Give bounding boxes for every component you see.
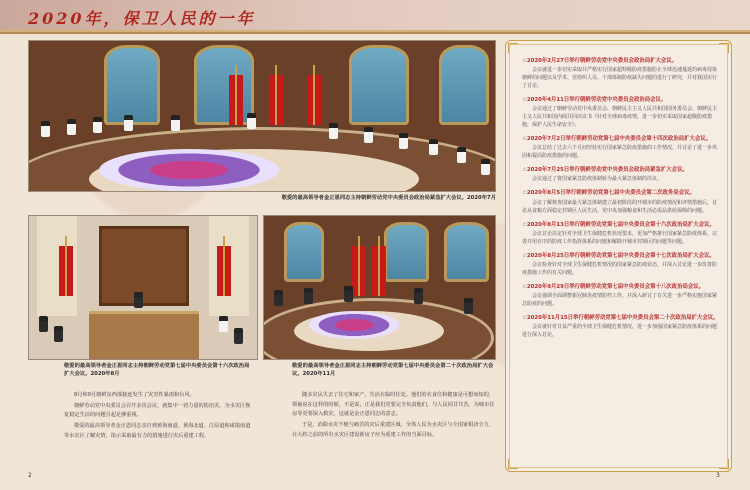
photo-meeting-august — [28, 215, 258, 360]
banner-divider — [0, 30, 750, 32]
event-item — [522, 96, 720, 129]
corner-ornament — [719, 43, 729, 53]
banner-title: 2020年，保卫人民的一年 — [28, 9, 256, 28]
caption-photo-bottom-right: 敬爱的最高领导者金正恩同志主持朝鲜劳动党第七届中央委员会第二十次政治局扩大会议。2020年11月 — [292, 363, 494, 377]
event-item — [522, 189, 720, 214]
event-body: 会议通过了朝鲜劳动党中央委员会、朝鲜民主主义人民共和国国务委员会、朝鲜民主主义人民共和国内阁共同决议书《针对全球病毒疫情，进一步切实采取国家超级防疫措施，保护人民生命安全》。 — [522, 106, 718, 129]
caption-photo-top: 敬爱的最高领导者金正恩同志主持朝鲜劳动党中央委员会政治局紧急扩大会议。2020年7月 — [281, 195, 496, 201]
body-text-right — [292, 391, 496, 441]
event-body: 会议检查针对全球卫生保健危机情况的国家紧急防疫状态，并深入讨论进一步改善防疫措施工作的有关问题。 — [522, 261, 718, 276]
page-number-left: 2 — [28, 472, 32, 479]
event-body: 会议总结了过去六个月间坚持实行国家紧急防疫措施的工作情况，并讨论了进一步巩固和提高防疫措施的问题。 — [522, 145, 718, 160]
paragraph: 于是，消除水灾不便与痛苦的灾后重建区域，全体人民为水灾区与全国家相济全力，在大约之前的所有水灾区建设新房子应为重建工作的当面目标。 — [292, 421, 494, 438]
event-title: ☆2020年4月11日举行朝鲜劳动党中央委员会政治局会议。 — [522, 97, 667, 104]
event-body: 会议就针对日益严重的全球卫生保健危机情况，进一步加强国家紧急防疫体系的问题进行深入讨论。 — [522, 323, 718, 338]
event-title: ☆2020年9月29日举行朝鲜劳动党第七届中央委员会第十八次政治局会议。 — [522, 283, 705, 290]
event-body: 会议就进一步切实采取并严格实行国家超特级防疫措施防止全球迅速蔓延的病毒侵染朝鲜的问题以及学术、党组织人员、干部体制防疫缺失问题的进行了研究，并对我国实行了讨论。 — [522, 67, 718, 90]
caption-photo-bottom-left: 敬爱的最高领导者金正恩同志主持朝鲜劳动党第七届中央委员会第十六次政治局扩大会议。2020年8月 — [64, 363, 250, 377]
event-title: ☆2020年11月15日举行朝鲜劳动党第七届中央委员会第二十次政治局扩大会议。 — [522, 314, 719, 321]
event-title: ☆2020年2月27日举行朝鲜劳动党中央委员会政治局扩大会议。 — [522, 58, 678, 64]
header-banner — [0, 0, 750, 34]
paragraph: 随多灾民失去了住宅和家产，生活在临时住处。他们的衣食住和健康是可想而知的，领袖说在这样的时候，不是说，正是我们党要完全负责他们，与人民同甘共苦。为城市住房等更要深入救灾，这就是金正恩同志的意志。 — [292, 392, 495, 418]
corner-ornament — [508, 459, 518, 469]
event-body: 会议了解核查国家最大紧急体制建立最初阶段的开城市的防疫情况和评情措施后，讨论从食粮方面稳定封锁区人民生活，党中央加强粮食和生活必需品供给保障的问题。 — [522, 199, 718, 214]
event-list — [522, 57, 720, 345]
event-body: 会议讨论决定针对全球卫生保健危机状况要求，更加严格推行国家紧急防疫体系，完善并用有序的防疫工作指挥体系的问题和解除开城市封锁区的问题等问题。 — [522, 230, 718, 245]
event-title: ☆2020年8月13日举行朝鲜劳动党第七届中央委员会第十六次政治局扩大会议。 — [522, 221, 715, 228]
photo-meeting-july — [28, 40, 496, 192]
event-item — [522, 135, 720, 160]
event-title: ☆2020年8月25日举行朝鲜劳动党第七届中央委员会第十七次政治局扩大会议。 — [522, 252, 715, 259]
body-text-left — [64, 391, 254, 442]
meeting-timeline-panel — [505, 40, 732, 472]
corner-ornament — [508, 43, 518, 53]
event-item — [522, 166, 720, 183]
event-item — [522, 283, 720, 308]
event-item — [522, 57, 720, 90]
event-title: ☆2020年7月2日举行朝鲜劳动党第七届中央委员会第十四次政治局扩大会议。 — [522, 136, 712, 143]
photo-meeting-november — [263, 215, 496, 360]
event-item — [522, 221, 720, 246]
event-body: 会议强调全面调整新冠肺炎疫情防控工作，并深入研讨了有关进一步严格实施国家紧急防疫的问题。 — [522, 292, 718, 307]
paragraph: 朝鲜劳动党中央委员会召开多次会议，就集中一切力量的防治灾，为水灾区恢复稳定生活的问题引起足够重视。 — [64, 402, 251, 419]
event-item — [522, 314, 720, 339]
event-title: ☆2020年7月25日举行朝鲜劳动党中央委员会政治局紧急扩大会议。 — [522, 167, 688, 174]
paragraph: 8月和9月朝鲜东西部接连发生了灾害性暴雨和台风。 — [74, 392, 195, 398]
page-number-right: 3 — [716, 472, 720, 479]
event-body: 会议通过了将国家紧急防疫体制转为最大紧急体制的决议。 — [532, 176, 663, 183]
corner-ornament — [719, 459, 729, 469]
event-title: ☆2020年8月5日举行朝鲜劳动党第七届中央委员会第二次政务局会议。 — [522, 190, 695, 197]
paragraph: 敬爱的最高领导者金正恩同志亲自到黄海南道、黄海北道、江原道和咸镜南道等水灾区了解灾情，指示采取最有力的措施进行灾后重建工程。 — [64, 422, 251, 439]
event-item — [522, 252, 720, 277]
